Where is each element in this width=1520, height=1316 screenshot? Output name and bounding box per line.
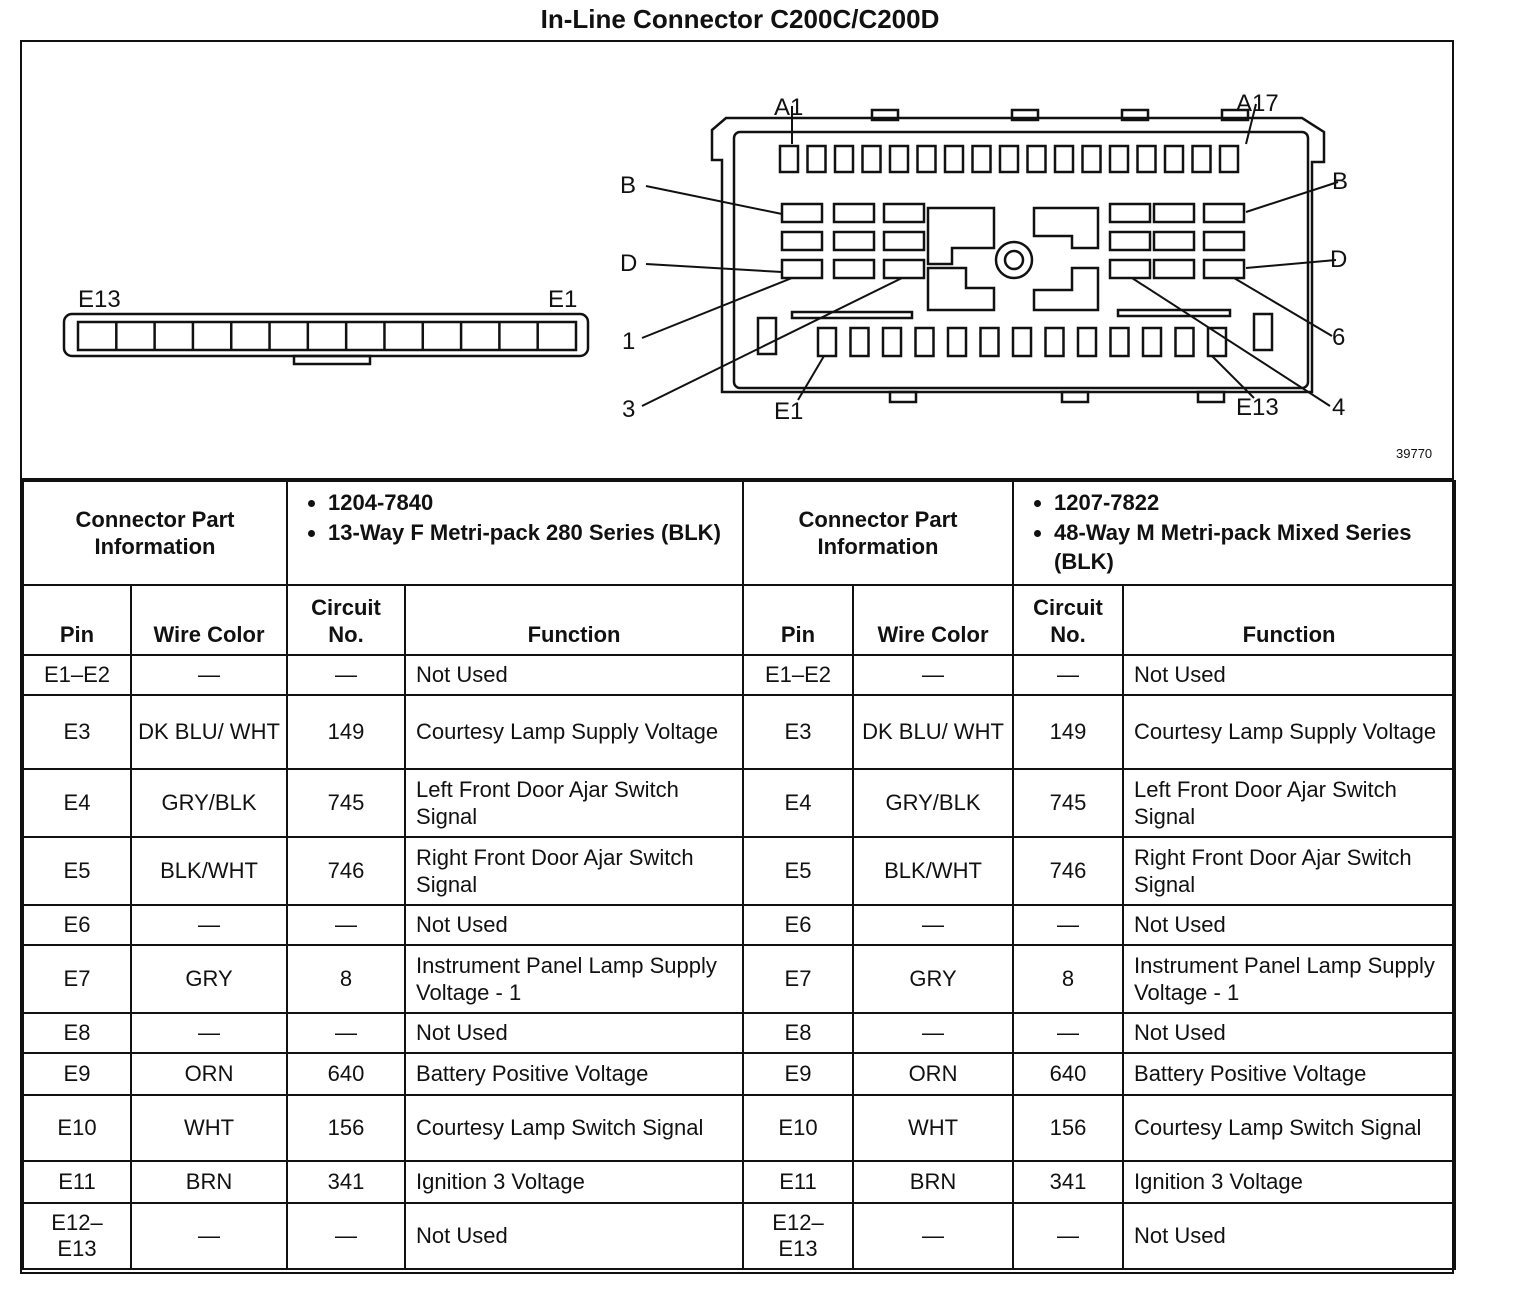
bcd-cavity: [834, 260, 874, 278]
wire-color-cell: ORN: [131, 1053, 287, 1095]
pin-cell: E1–E2: [743, 655, 853, 695]
wire-color-cell: BLK/WHT: [853, 837, 1013, 905]
a-row-cavity: [1055, 146, 1073, 172]
function-cell: Battery Positive Voltage: [405, 1053, 743, 1095]
a-row-cavity: [835, 146, 853, 172]
part-description: • 48-Way M Metri-pack Mixed Series (BLK): [1054, 518, 1448, 577]
table-row: [743, 1203, 1455, 1269]
a-row-cavity: [1165, 146, 1183, 172]
label-e1-left: E1: [548, 286, 578, 313]
leader-line: [798, 356, 824, 400]
connector-part-info-heading: Connector Part Information: [23, 481, 287, 585]
bcd-cavity: [1110, 260, 1150, 278]
wire-color-cell: —: [131, 1203, 287, 1269]
label-e1-right: E1: [774, 398, 804, 425]
table-row: [23, 1053, 743, 1095]
pin-cell: E3: [743, 695, 853, 769]
circuit-no-cell: —: [1013, 905, 1123, 945]
bcd-cavity: [884, 260, 924, 278]
label-4: 4: [1332, 394, 1346, 421]
leader-line: [646, 186, 782, 214]
circuit-no-cell: 149: [1013, 695, 1123, 769]
circuit-no-cell: 341: [1013, 1161, 1123, 1203]
wire-color-cell: ORN: [853, 1053, 1013, 1095]
bcd-cavity: [884, 204, 924, 222]
bcd-cavity: [782, 232, 822, 250]
part-description: • 13-Way F Metri-pack 280 Series (BLK): [328, 518, 736, 548]
function-cell: Ignition 3 Voltage: [1123, 1161, 1455, 1203]
leader-line: [1246, 182, 1338, 212]
function-cell: Battery Positive Voltage: [1123, 1053, 1455, 1095]
left-connector-latch: [294, 356, 370, 364]
table-row: [23, 655, 743, 695]
e-row-cavity: [1046, 328, 1064, 356]
function-cell: Right Front Door Ajar Switch Signal: [1123, 837, 1455, 905]
circuit-no-cell: 149: [287, 695, 405, 769]
wire-color-cell: BRN: [853, 1161, 1013, 1203]
leader-line: [642, 278, 792, 338]
table-row: [743, 695, 1455, 769]
circuit-no-cell: 640: [1013, 1053, 1123, 1095]
function-cell: Not Used: [405, 1013, 743, 1053]
col-header-wire-color: Wire Color: [853, 585, 1013, 655]
circuit-no-cell: 8: [287, 945, 405, 1013]
function-cell: Instrument Panel Lamp Supply Voltage - 1: [405, 945, 743, 1013]
pin-cell: E5: [23, 837, 131, 905]
circuit-no-cell: —: [287, 905, 405, 945]
a-row-cavity: [1110, 146, 1128, 172]
pin-cell: E11: [23, 1161, 131, 1203]
circuit-no-cell: —: [1013, 655, 1123, 695]
pin-cell: E10: [23, 1095, 131, 1161]
circuit-no-cell: 640: [287, 1053, 405, 1095]
table-row: [23, 1095, 743, 1161]
circuit-no-cell: 746: [287, 837, 405, 905]
pin-cell: E7: [23, 945, 131, 1013]
bcd-cavity: [782, 260, 822, 278]
a-row-cavity: [945, 146, 963, 172]
label-e13-left: E13: [78, 286, 121, 313]
bcd-cavity: [1154, 204, 1194, 222]
circuit-no-cell: 156: [287, 1095, 405, 1161]
circuit-no-cell: —: [287, 1013, 405, 1053]
pin-cell: E10: [743, 1095, 853, 1161]
rib: [792, 312, 912, 318]
bcd-cavity: [1154, 260, 1194, 278]
table-row: [743, 1053, 1455, 1095]
connector-part-info: [1013, 481, 1455, 585]
e-row-cavity: [1143, 328, 1161, 356]
function-cell: Left Front Door Ajar Switch Signal: [1123, 769, 1455, 837]
pin-cell: E8: [743, 1013, 853, 1053]
label-6: 6: [1332, 324, 1346, 351]
bcd-cavity: [834, 232, 874, 250]
table-row: [743, 1095, 1455, 1161]
label-3: 3: [622, 396, 636, 423]
wire-color-cell: —: [853, 905, 1013, 945]
e-row-cavity: [1078, 328, 1096, 356]
label-e13-right: E13: [1236, 394, 1279, 421]
circuit-no-cell: —: [287, 655, 405, 695]
col-header-function: Function: [1123, 585, 1455, 655]
key-shape: [928, 208, 994, 264]
a-row-cavity: [1220, 146, 1238, 172]
left-connector-cavity-row: [78, 322, 576, 350]
e-row-cavity: [818, 328, 836, 356]
e-row-cavity: [883, 328, 901, 356]
center-boss-inner: [1005, 251, 1023, 269]
bcd-cavity: [1110, 204, 1150, 222]
circuit-no-cell: —: [1013, 1203, 1123, 1269]
table-row: [743, 945, 1455, 1013]
center-boss: [996, 242, 1032, 278]
part-number: • 1204-7840: [328, 488, 736, 518]
function-cell: Not Used: [1123, 905, 1455, 945]
table-row: [23, 769, 743, 837]
right-connector-tab: [890, 392, 916, 402]
table-row: [23, 945, 743, 1013]
e-row-cavity: [1013, 328, 1031, 356]
e-row-cavity: [916, 328, 934, 356]
pin-cell: E1–E2: [23, 655, 131, 695]
side-latch: [1254, 314, 1272, 350]
pin-cell: E4: [743, 769, 853, 837]
a-row-cavity: [1138, 146, 1156, 172]
bcd-cavity: [1110, 232, 1150, 250]
label-b-right: B: [1332, 168, 1349, 195]
function-cell: Not Used: [1123, 1203, 1455, 1269]
a-row-cavity: [863, 146, 881, 172]
key-shape: [1034, 208, 1098, 248]
part-number: • 1207-7822: [1054, 488, 1448, 518]
bcd-cavity: [884, 232, 924, 250]
table-row: [23, 1203, 743, 1269]
bcd-cavity: [1204, 204, 1244, 222]
table-row: [743, 1013, 1455, 1053]
function-cell: Right Front Door Ajar Switch Signal: [405, 837, 743, 905]
wire-color-cell: BRN: [131, 1161, 287, 1203]
leader-line: [646, 264, 782, 272]
table-row: [23, 837, 743, 905]
a-row-cavity: [1193, 146, 1211, 172]
circuit-no-cell: —: [287, 1203, 405, 1269]
a-row-cavity: [808, 146, 826, 172]
right-connector-tab: [1198, 392, 1224, 402]
a-row-cavity: [1083, 146, 1101, 172]
leader-line: [1234, 278, 1332, 336]
function-cell: Courtesy Lamp Switch Signal: [405, 1095, 743, 1161]
function-cell: Courtesy Lamp Supply Voltage: [405, 695, 743, 769]
pin-cell: E9: [743, 1053, 853, 1095]
circuit-no-cell: 341: [287, 1161, 405, 1203]
pin-cell: E7: [743, 945, 853, 1013]
function-cell: Courtesy Lamp Switch Signal: [1123, 1095, 1455, 1161]
pin-cell: E12– E13: [743, 1203, 853, 1269]
function-cell: Not Used: [405, 905, 743, 945]
pin-cell: E8: [23, 1013, 131, 1053]
pin-cell: E11: [743, 1161, 853, 1203]
function-cell: Courtesy Lamp Supply Voltage: [1123, 695, 1455, 769]
circuit-no-cell: —: [1013, 1013, 1123, 1053]
a-row-cavity: [973, 146, 991, 172]
label-b-left: B: [620, 172, 637, 199]
wire-color-cell: DK BLU/ WHT: [131, 695, 287, 769]
table-row: [743, 769, 1455, 837]
rib: [1118, 310, 1230, 316]
pin-cell: E9: [23, 1053, 131, 1095]
table-row: [23, 1013, 743, 1053]
pin-cell: E6: [23, 905, 131, 945]
figure-number: 39770: [1396, 446, 1433, 461]
pin-cell: E6: [743, 905, 853, 945]
pinout-table-right: [742, 480, 1456, 1270]
circuit-no-cell: 156: [1013, 1095, 1123, 1161]
wire-color-cell: —: [853, 655, 1013, 695]
circuit-no-cell: 8: [1013, 945, 1123, 1013]
pinout-table-left: [22, 480, 744, 1270]
wire-color-cell: BLK/WHT: [131, 837, 287, 905]
table-row: [23, 1161, 743, 1203]
bcd-cavity: [1204, 232, 1244, 250]
wire-color-cell: —: [131, 1013, 287, 1053]
col-header-pin: Pin: [23, 585, 131, 655]
connector-part-info-heading: Connector Part Information: [743, 481, 1013, 585]
a-row-cavity: [780, 146, 798, 172]
e-row-cavity: [981, 328, 999, 356]
label-a17: A17: [1236, 90, 1279, 117]
connector-part-info: [287, 481, 743, 585]
right-connector-tab: [1062, 392, 1088, 402]
circuit-no-cell: 746: [1013, 837, 1123, 905]
e-row-cavity: [851, 328, 869, 356]
function-cell: Not Used: [1123, 655, 1455, 695]
wire-color-cell: GRY: [853, 945, 1013, 1013]
function-cell: Not Used: [405, 655, 743, 695]
circuit-no-cell: 745: [1013, 769, 1123, 837]
table-row: [23, 695, 743, 769]
connector-diagram: [22, 42, 1452, 478]
bcd-cavity: [1154, 232, 1194, 250]
wire-color-cell: WHT: [853, 1095, 1013, 1161]
table-row: [743, 905, 1455, 945]
wire-color-cell: —: [131, 655, 287, 695]
wire-color-cell: —: [853, 1013, 1013, 1053]
e-row-cavity: [1176, 328, 1194, 356]
table-row: [23, 905, 743, 945]
table-row: [743, 837, 1455, 905]
a-row-cavity: [1028, 146, 1046, 172]
wire-color-cell: —: [131, 905, 287, 945]
wire-color-cell: WHT: [131, 1095, 287, 1161]
page-title: In-Line Connector C200C/C200D: [540, 4, 940, 34]
pin-cell: E4: [23, 769, 131, 837]
a-row-cavity: [1000, 146, 1018, 172]
function-cell: Not Used: [1123, 1013, 1455, 1053]
function-cell: Not Used: [405, 1203, 743, 1269]
label-a1: A1: [774, 94, 804, 121]
table-row: [743, 655, 1455, 695]
key-shape: [1034, 268, 1098, 310]
e-row-cavity: [1111, 328, 1129, 356]
function-cell: Ignition 3 Voltage: [405, 1161, 743, 1203]
leader-line: [1246, 260, 1336, 268]
col-header-circuit-no: Circuit No.: [1013, 585, 1123, 655]
wire-color-cell: DK BLU/ WHT: [853, 695, 1013, 769]
col-header-function: Function: [405, 585, 743, 655]
e-row-cavity: [948, 328, 966, 356]
col-header-circuit-no: Circuit No.: [287, 585, 405, 655]
col-header-wire-color: Wire Color: [131, 585, 287, 655]
col-header-pin: Pin: [743, 585, 853, 655]
wire-color-cell: GRY/BLK: [853, 769, 1013, 837]
table-row: [743, 1161, 1455, 1203]
a-row-cavity: [918, 146, 936, 172]
circuit-no-cell: 745: [287, 769, 405, 837]
bcd-cavity: [834, 204, 874, 222]
label-1: 1: [622, 328, 636, 355]
pin-cell: E12– E13: [23, 1203, 131, 1269]
wire-color-cell: GRY/BLK: [131, 769, 287, 837]
label-d-left: D: [620, 250, 638, 277]
pin-cell: E5: [743, 837, 853, 905]
wire-color-cell: GRY: [131, 945, 287, 1013]
key-shape: [928, 268, 994, 310]
label-d-right: D: [1330, 246, 1348, 273]
pinout-tables: [22, 478, 1452, 1274]
bcd-cavity: [1204, 260, 1244, 278]
function-cell: Left Front Door Ajar Switch Signal: [405, 769, 743, 837]
a-row-cavity: [890, 146, 908, 172]
pin-cell: E3: [23, 695, 131, 769]
bcd-cavity: [782, 204, 822, 222]
wire-color-cell: —: [853, 1203, 1013, 1269]
function-cell: Instrument Panel Lamp Supply Voltage - 1: [1123, 945, 1455, 1013]
